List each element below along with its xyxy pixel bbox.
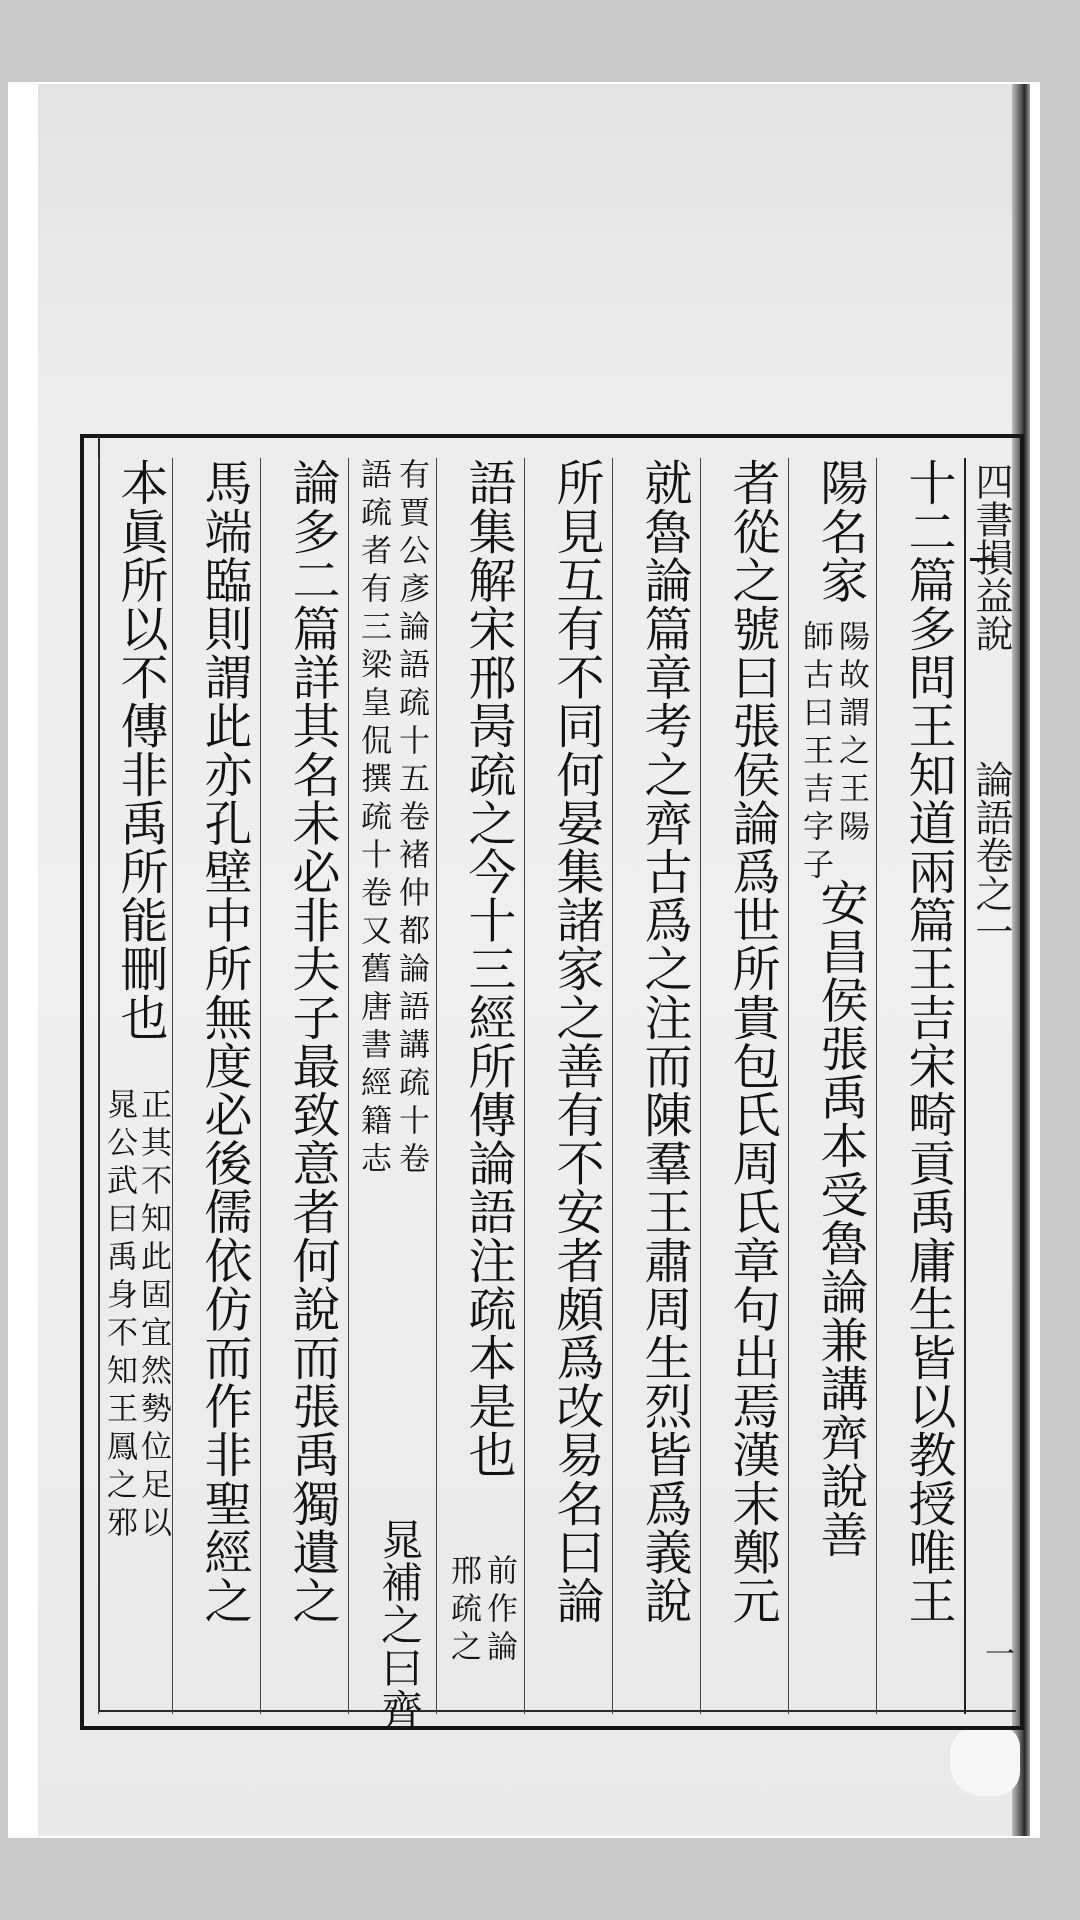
column-text: 所見互有不同何晏集諸家之善有不安者頗爲改易名曰論 <box>548 458 604 1625</box>
text-column-4 <box>612 458 700 1714</box>
annotation-left: 有賈公彥論語疏十五卷褚仲都論語講疏十卷 <box>393 458 429 1180</box>
text-column-9 <box>172 458 260 1714</box>
column-text: 者從之號曰張侯論爲世所貴包氏周氏章句出焉漢末鄭元 <box>724 458 780 1625</box>
annotation-right: 晁公武曰禹身不知王鳳之邪 <box>101 1088 137 1544</box>
text-column-6 <box>436 458 524 1714</box>
book-page <box>38 84 1030 1836</box>
column-text-tail: 安昌侯張禹本受魯論兼講齊說善 <box>812 878 868 1559</box>
text-column-2 <box>788 458 876 1714</box>
page-stain <box>950 1726 1020 1796</box>
leaf-number: 一 <box>979 1638 1014 1668</box>
chapter-title: 論語卷之一 <box>969 760 1013 950</box>
annotation-left: 正其不知此固宜然勢位足以 <box>135 1088 171 1544</box>
text-column-8 <box>260 458 348 1714</box>
scanned-page <box>8 82 1040 1838</box>
annotation-left: 陽故謂之王陽 <box>833 620 869 848</box>
column-text: 就魯論篇章考之齊古爲之注而陳羣王肅周生烈皆爲義說 <box>636 458 692 1625</box>
text-column-3 <box>700 458 788 1714</box>
column-text: 語集解宋邢昺疏之今十三經所傳論語注疏本是也 <box>460 458 516 1479</box>
margin-column <box>964 458 1020 1714</box>
column-text: 馬端臨則謂此亦孔壁中所無度必後儒依仿而作非聖經之 <box>196 458 252 1625</box>
column-text-tail: 晁補之曰齊 <box>375 1518 424 1731</box>
column-text: 本眞所以不傳非禹所能刪也 <box>112 458 168 1042</box>
column-text: 論多二篇詳其名未必非夫子最致意者何說而張禹獨遺之 <box>284 458 340 1625</box>
annotation-right: 師古曰王吉字子 <box>797 620 833 886</box>
text-column-5 <box>524 458 612 1714</box>
column-text: 陽名家 <box>812 458 868 604</box>
text-column-1 <box>876 458 964 1714</box>
text-column-10 <box>98 458 172 1714</box>
text-frame <box>80 434 1024 1730</box>
annotation-left: 前作論 <box>481 1554 517 1668</box>
margin-title <box>966 458 1013 1714</box>
text-column-7 <box>348 458 436 1731</box>
column-text: 十二篇多問王知道兩篇王吉宋畸貢禹庸生皆以教授唯王 <box>900 458 956 1625</box>
annotation-right: 邢疏之 <box>445 1554 481 1668</box>
annotation-right: 語疏者有三梁皇侃撰疏十卷又舊唐書經籍志 <box>355 458 391 1180</box>
book-title: 四書損益說 <box>969 462 1013 652</box>
